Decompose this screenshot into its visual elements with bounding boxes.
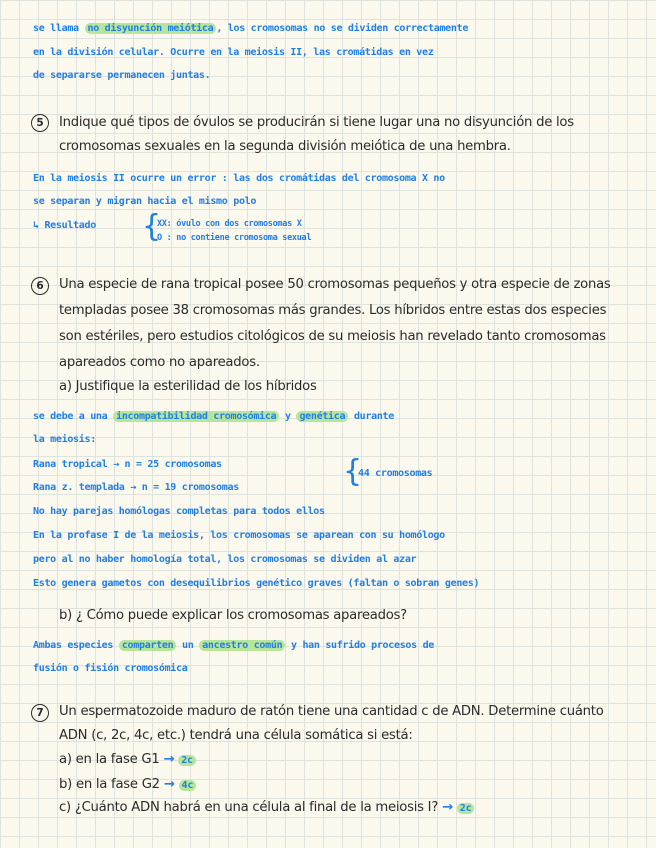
question-6-number: 6: [31, 277, 49, 295]
question-7-line-2: ADN (c, 2c, 4c, etc.) tendrá una célula somática si está:: [59, 728, 413, 743]
q6a-answer-line-2: la meiosis:: [33, 434, 96, 445]
q5-answer-line-1: En la meiosis II ocurre un error : las dos cromátidas del cromosoma X no: [33, 173, 445, 184]
arrow-c: →: [442, 800, 453, 815]
question-6-line-1: Una especie de rana tropical posee 50 cromosomas pequeños y otra especie de zonas: [59, 277, 611, 292]
question-6-line-4: apareados como no apareados.: [59, 355, 260, 370]
highlight-incompatibilidad: incompatibilidad cromosómica: [113, 411, 279, 422]
highlight-comparten: comparten: [119, 640, 177, 651]
question-7-part-a: a) en la fase G1 → 2c: [59, 752, 196, 769]
q6a-answer-line-4: Rana z. templada → n = 19 cromosomas: [33, 482, 239, 493]
question-5-line-2: cromosomas sexuales en la segunda división meiótica de una hembra.: [59, 139, 511, 154]
q6a-answer-line-6: En la profase I de la meiosis, los cromosomas se aparean con su homólogo: [33, 530, 445, 541]
q5-result-label: ↳ Resultado: [33, 220, 96, 231]
question-6-line-3: son estériles, pero estudios citológicos de su meiosis han revelado tanto cromosomas: [59, 329, 606, 344]
arrow-a: →: [163, 752, 175, 767]
question-7-line-1: Un espermatozoide maduro de ratón tiene una cantidad c de ADN. Determine cuánto: [59, 704, 604, 719]
answer-c: 2c: [457, 803, 475, 814]
q6a-answer-line-1: se debe a una incompatibilidad cromosómica y genética durante: [33, 411, 394, 422]
q6a-answer-line-5: No hay parejas homólogas completas para todos ellos: [33, 506, 325, 517]
q6b-answer-line-2: fusión o fisión cromosómica: [33, 663, 188, 674]
q5-result-brace: {: [142, 209, 162, 244]
q5-result-xx: XX: óvulo con dos cromosomas X: [157, 219, 302, 229]
q6a-brace: {: [343, 454, 363, 489]
question-7-number: 7: [31, 704, 49, 722]
highlight-no-disyuncion: no disyunción meiótica: [85, 23, 217, 34]
q6a-answer-line-7: pero al no haber homología total, los cromosomas se dividen al azar: [33, 554, 417, 565]
question-7-part-b: b) en la fase G2 → 4c: [59, 777, 196, 794]
question-7-part-c: c) ¿Cuánto ADN habrá en una célula al final de la meiosis I? → 2c: [59, 800, 474, 817]
highlight-ancestro-comun: ancestro común: [199, 640, 285, 651]
arrow-b: →: [163, 777, 175, 792]
top-answer-line-1: se llama no disyunción meiótica , los cromosomas no se dividen correctamente: [33, 23, 469, 34]
top-answer-line-3: de separarse permanecen juntas.: [33, 70, 211, 81]
answer-b: 4c: [179, 780, 197, 791]
question-6-part-b: b) ¿ Cómo puede explicar los cromosomas apareados?: [59, 608, 407, 623]
q6a-total: 44 cromosomas: [358, 468, 433, 479]
q5-result-o: O : no contiene cromosoma sexual: [157, 233, 312, 243]
answer-a: 2c: [178, 755, 196, 766]
top-answer-line-2: en la división celular. Ocurre en la meiosis II, las cromátidas en vez: [33, 47, 434, 58]
q6a-answer-line-3: Rana tropical → n = 25 cromosomas: [33, 459, 222, 470]
q6a-answer-line-8: Esto genera gametos con desequilibrios genético graves (faltan o sobran genes): [33, 578, 480, 589]
question-5-line-1: Indique qué tipos de óvulos se producirán si tiene lugar una no disyunción de los: [59, 115, 574, 130]
highlight-genetica: genética: [296, 411, 348, 422]
question-6-line-2: templadas posee 38 cromosomas más grandes. Los híbridos entre estas dos especies: [59, 303, 607, 318]
q5-answer-line-2: se separan y migran hacia el mismo polo: [33, 196, 257, 207]
question-6-part-a: a) Justifique la esterilidad de los híbridos: [59, 379, 317, 394]
q6b-answer-line-1: Ambas especies comparten un ancestro común y han sufrido procesos de: [33, 640, 435, 651]
question-5-number: 5: [31, 114, 49, 132]
